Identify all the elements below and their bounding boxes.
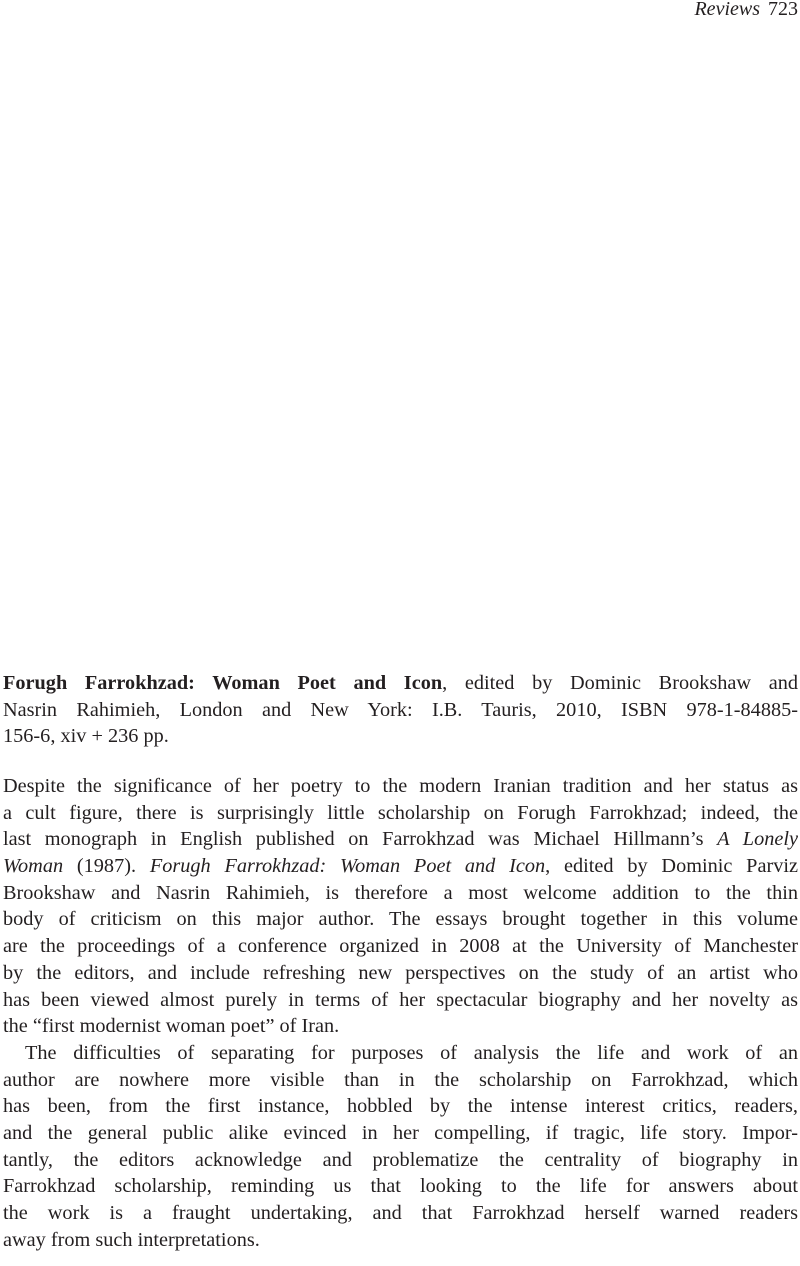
citation-line xyxy=(3,723,798,750)
paragraph-line xyxy=(3,1173,798,1200)
paragraph-line xyxy=(3,853,798,880)
italic-text: A Lonely xyxy=(717,828,799,851)
text-run: tantly, the editors acknowledge and problematize the centrality of biography in xyxy=(3,1148,798,1171)
paragraph-line xyxy=(3,960,798,987)
paragraph-line xyxy=(3,1200,798,1227)
text-run: and the general public alike evinced in her compelling, if tragic, life story. Impor- xyxy=(3,1121,798,1144)
text-run: a cult figure, there is surprisingly little scholarship on Forugh Farrokhzad; indeed, the xyxy=(3,801,798,824)
text-run: has been, from the first instance, hobbled by the intense interest critics, readers, xyxy=(3,1095,798,1118)
text-run: 156-6, xiv + 236 pp. xyxy=(3,725,169,748)
book-citation xyxy=(3,670,798,750)
text-run: (1987). xyxy=(63,855,150,878)
text-run: body of criticism on this major author. The essays brought together in this volume xyxy=(3,908,798,931)
review-body xyxy=(3,773,798,1253)
paragraph-line xyxy=(3,1227,798,1254)
text-run: The difficulties of separating for purposes of analysis the life and work of an xyxy=(25,1041,798,1064)
paragraph-line xyxy=(3,906,798,933)
paragraph-line xyxy=(3,1120,798,1147)
running-header xyxy=(694,0,798,21)
paragraph xyxy=(3,1040,798,1254)
paragraph-line xyxy=(3,987,798,1014)
text-run: the work is a fraught undertaking, and that Farrokhzad herself warned readers xyxy=(3,1202,798,1224)
text-run: last monograph in English published on Farrokhzad was Michael Hillmann’s xyxy=(3,828,718,851)
text-run: the “first modernist woman poet” of Iran. xyxy=(3,1015,340,1038)
text-run: by the editors, and include refreshing new perspectives on the study of an artist who xyxy=(3,961,798,984)
page-number: 723 xyxy=(768,0,798,20)
book-title: Forugh Farrokhzad: Woman Poet and Icon xyxy=(3,672,443,694)
italic-text: Forugh Farrokhzad: Woman Poet and Icon xyxy=(149,855,546,878)
paragraph-line xyxy=(3,1040,798,1067)
text-run: Despite the significance of her poetry to the modern Iranian tradition and her status as xyxy=(3,775,798,797)
paragraph-line xyxy=(3,1013,798,1040)
text-run: Brookshaw and Nasrin Rahimieh, is therefore a most welcome addition to the thin xyxy=(3,881,798,904)
citation-line xyxy=(3,670,798,697)
paragraph-line xyxy=(3,1147,798,1174)
citation-line xyxy=(3,697,798,724)
paragraph-line xyxy=(3,880,798,907)
paragraph-line xyxy=(3,933,798,960)
text-run: away from such interpretations. xyxy=(3,1228,260,1251)
text-run: , edited by Dominic Parviz xyxy=(545,855,798,878)
italic-text: Woman xyxy=(3,855,64,878)
paragraph-line xyxy=(3,826,798,853)
text-run: author are nowhere more visible than in the scholarship on Farrokhzad, which xyxy=(3,1068,798,1091)
text-run: has been viewed almost purely in terms of her spectacular biography and her novelty as xyxy=(3,988,798,1011)
text-run: Nasrin Rahimieh, London and New York: I.B. Tauris, 2010, ISBN 978-1-84885- xyxy=(3,698,798,721)
text-run: are the proceedings of a conference organized in 2008 at the University of Manchester xyxy=(3,935,798,958)
paragraph-line xyxy=(3,773,798,800)
paragraph-line xyxy=(3,1067,798,1094)
text-run: , edited by Dominic Brookshaw and xyxy=(442,672,798,694)
text-run: Farrokhzad scholarship, reminding us that looking to the life for answers about xyxy=(3,1175,798,1198)
paragraph-line xyxy=(3,800,798,827)
paragraph-line xyxy=(3,1093,798,1120)
paragraph xyxy=(3,773,798,1040)
running-header-section: Reviews xyxy=(694,0,760,20)
